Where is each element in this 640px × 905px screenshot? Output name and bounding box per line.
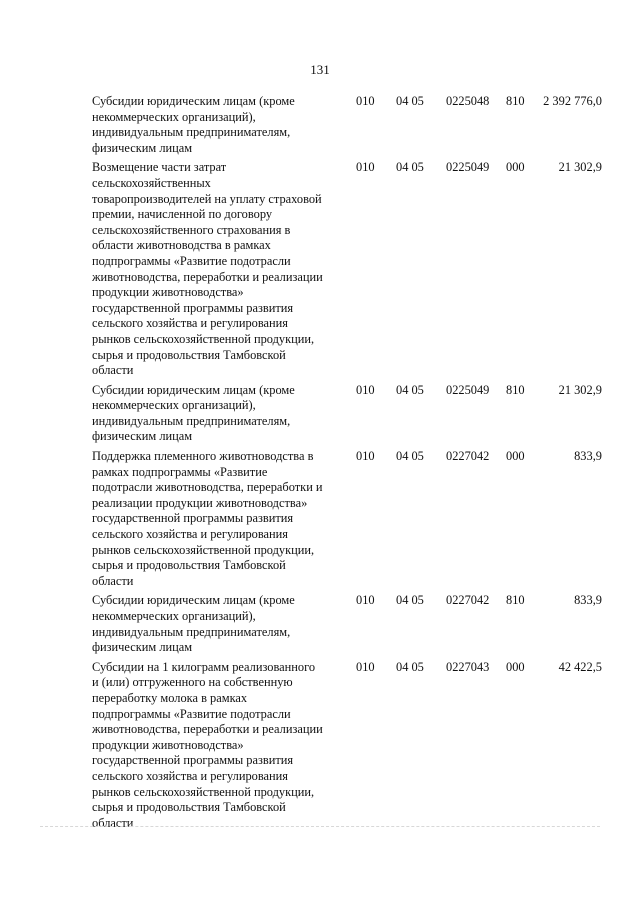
expense-item-name-line: физическим лицам	[92, 140, 193, 155]
expense-item-name-line: сырья и продовольствия Тамбовской	[92, 347, 286, 362]
expense-item-name-line: премии, начисленной по договору	[92, 207, 273, 222]
expense-item-name-line: Поддержка племенного животноводства в	[92, 449, 314, 464]
ministry-code: 010	[356, 449, 375, 464]
section-code: 04 05	[396, 449, 424, 464]
expense-item-name	[92, 660, 344, 832]
expense-item-name-line: и (или) отгруженного на собственную	[92, 675, 293, 690]
expense-item-name-line: некоммерческих организаций),	[92, 398, 256, 413]
expense-item-name-line: рынков сельскохозяйственной продукции,	[92, 331, 315, 346]
expense-type-code: 000	[506, 449, 525, 464]
expense-item-name	[92, 94, 344, 156]
expense-item-name-line: переработку молока в рамках	[92, 690, 248, 705]
expense-item-name-line: области животноводства в рамках	[92, 238, 271, 253]
amount: 21 302,9	[558, 160, 602, 175]
target-article-code: 0227043	[446, 659, 490, 674]
expense-item-name-line: сельского хозяйства и регулирования	[92, 527, 288, 542]
expense-type-code: 810	[506, 593, 525, 608]
expense-item-name-line: Субсидии юридическим лицам (кроме	[92, 94, 295, 108]
scan-artifact-line	[40, 826, 600, 827]
ministry-code: 010	[356, 382, 375, 397]
table-row	[92, 660, 602, 832]
expense-item-name-line: государственной программы развития	[92, 300, 294, 315]
expense-item-name-line: животноводства, переработки и реализации	[92, 269, 323, 284]
expense-item-name-line: подпрограммы «Развитие подотрасли	[92, 706, 291, 721]
amount: 21 302,9	[558, 382, 602, 397]
expense-item-name-line: области	[92, 573, 134, 588]
expense-item-name-line: некоммерческих организаций),	[92, 609, 256, 623]
section-code: 04 05	[396, 659, 424, 674]
section-code: 04 05	[396, 94, 424, 108]
ministry-code: 010	[356, 593, 375, 608]
expense-item-name-line: некоммерческих организаций),	[92, 109, 256, 124]
expense-item-name-line: рамках подпрограммы «Развитие	[92, 464, 268, 479]
expense-item-name-line: государственной программы развития	[92, 753, 294, 768]
expense-item-name-line: сельского хозяйства и регулирования	[92, 316, 288, 331]
expense-item-name-line: подотрасли животноводства, переработки и	[92, 480, 323, 495]
expense-item-name-line: сырья и продовольствия Тамбовской	[92, 558, 286, 573]
expense-type-code: 000	[506, 160, 525, 175]
target-article-code: 0227042	[446, 593, 490, 608]
expense-item-name-line: области	[92, 363, 134, 378]
ministry-code: 010	[356, 94, 375, 108]
expense-item-name-line: Субсидии юридическим лицам (кроме	[92, 382, 295, 397]
expense-item-name	[92, 383, 344, 445]
target-article-code: 0225049	[446, 160, 490, 175]
amount: 42 422,5	[558, 659, 602, 674]
expense-item-name-line: индивидуальным предпринимателям,	[92, 624, 291, 639]
section-code: 04 05	[396, 160, 424, 175]
page-number: 131	[310, 62, 330, 77]
expense-item-name-line: животноводства, переработки и реализации	[92, 722, 323, 737]
table-row	[92, 449, 602, 589]
expense-item-name-line: товаропроизводителей на уплату страховой	[92, 191, 322, 206]
target-article-code: 0227042	[446, 449, 490, 464]
expense-type-code: 000	[506, 659, 525, 674]
expense-item-name-line: продукции животноводства»	[92, 285, 244, 300]
expense-item-name	[92, 160, 344, 378]
expense-item-name-line: сельского хозяйства и регулирования	[92, 768, 288, 783]
expense-item-name-line: государственной программы развития	[92, 511, 294, 526]
expense-item-name-line: физическим лицам	[92, 640, 193, 655]
amount: 833,9	[574, 449, 602, 464]
expense-item-name	[92, 449, 344, 589]
expense-item-name-line: сырья и продовольствия Тамбовской	[92, 800, 286, 815]
target-article-code: 0225049	[446, 382, 490, 397]
expense-item-name-line: сельскохозяйственных	[92, 175, 211, 190]
ministry-code: 010	[356, 160, 375, 175]
expense-item-name-line: физическим лицам	[92, 429, 193, 444]
ministry-code: 010	[356, 659, 375, 674]
expense-item-name	[92, 593, 344, 655]
table-row	[92, 160, 602, 378]
expense-type-code: 810	[506, 382, 525, 397]
expense-item-name-line: сельскохозяйственного страхования в	[92, 222, 291, 237]
amount: 833,9	[574, 593, 602, 608]
target-article-code: 0225048	[446, 94, 490, 108]
expense-item-name-line: подпрограммы «Развитие подотрасли	[92, 253, 291, 268]
expense-item-name-line: рынков сельскохозяйственной продукции,	[92, 542, 315, 557]
expense-item-name-line: индивидуальным предпринимателям,	[92, 125, 291, 140]
expense-item-name-line: реализации продукции животноводства»	[92, 495, 308, 510]
table-row	[92, 94, 602, 156]
expense-item-name-line: Субсидии на 1 килограмм реализованного	[92, 659, 316, 674]
expense-item-name-line: индивидуальным предпринимателям,	[92, 413, 291, 428]
expense-item-name-line: продукции животноводства»	[92, 737, 244, 752]
table-row	[92, 383, 602, 445]
expense-item-name-line: Возмещение части затрат	[92, 160, 227, 175]
budget-table	[92, 94, 602, 835]
expense-type-code: 810	[506, 94, 525, 108]
expense-item-name-line: области	[92, 815, 134, 830]
expense-item-name-line: Субсидии юридическим лицам (кроме	[92, 593, 295, 608]
section-code: 04 05	[396, 382, 424, 397]
expense-item-name-line: рынков сельскохозяйственной продукции,	[92, 784, 315, 799]
section-code: 04 05	[396, 593, 424, 608]
amount: 2 392 776,0	[543, 94, 602, 108]
table-row	[92, 593, 602, 655]
